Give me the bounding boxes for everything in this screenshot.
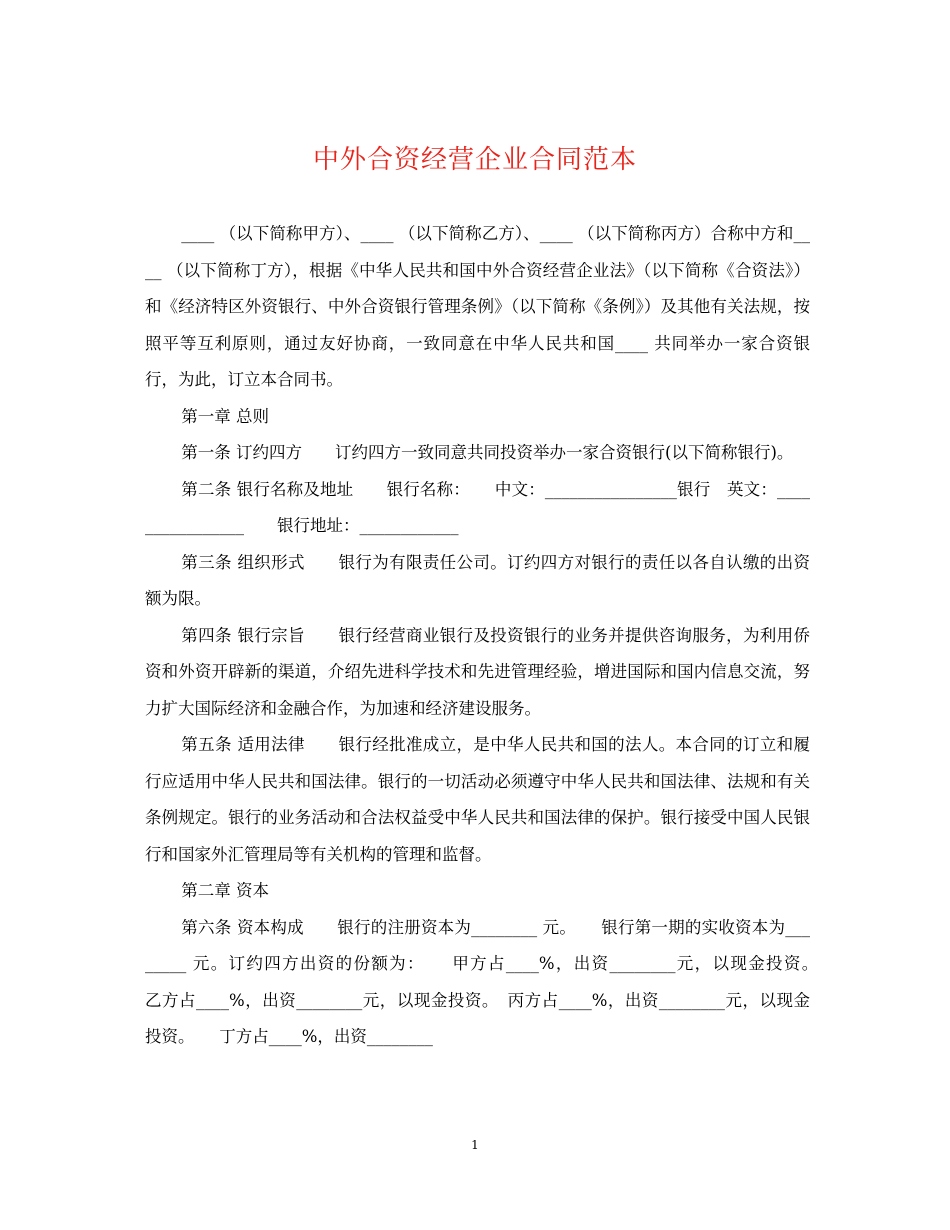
document-body — [145, 216, 843, 1056]
article-paragraph: 第一条 订约四方 订约四方一致同意共同投资举办一家合资银行(以下简称银行)。 — [181, 443, 794, 462]
article-paragraph: 第四条 银行宗旨 银行经营商业银行及投资银行的业务并提供咨询服务，为利用侨资和外资开辟新的渠道，介绍先进科学技术和先进管理经验，增进国际和国内信息交流，努力扩大国际经济和金融合作，为加速和经济建设服务。 — [145, 625, 810, 718]
article-paragraph: 第三条 组织形式 银行为有限责任公司。订约四方对银行的责任以各自认缴的出资额为限。 — [145, 552, 810, 608]
page-number: 1 — [471, 1138, 479, 1152]
preamble-paragraph: ____ （以下简称甲方）、____ （以下简称乙方）、____ （以下简称丙方）合称中方和____ （以下简称丁方），根据《中华人民共和国中外合资经营企业法》（以下简称《合资法》）和《经济特区外资银行、中外合资银行管理条例》（以下简称《条例》）及其他有关法规，按照平等互利原则，通过友好协商，一致同意在中华人民共和国____ 共同举办一家合资银行，为此，订立本合同书。 — [145, 224, 810, 389]
chapter-heading: 第二章 资本 — [181, 881, 270, 900]
article-paragraph: 第六条 资本构成 银行的注册资本为________ 元。 银行第一期的实收资本为________ 元。订约四方出资的份额为： 甲方占____%，出资________元，以现金投资。 乙方占____%，出资________元，以现金投资。 丙方占____%，出资________元，以现金投资。 丁方占____%，出资________ — [145, 917, 843, 1046]
chapter-heading: 第一章 总则 — [181, 406, 270, 426]
article-paragraph: 第二条 银行名称及地址 银行名称： 中文：________________银行 英文：________________ 银行地址：____________ — [145, 479, 810, 535]
document-title: 中外合资经营企业合同范本 — [312, 145, 637, 175]
article-paragraph: 第五条 适用法律 银行经批准成立，是中华人民共和国的法人。本合同的订立和履行应适用中华人民共和国法律。银行的一切活动必须遵守中华人民共和国法律、法规和有关条例规定。银行的业务活动和合法权益受中华人民共和国法律的保护。银行接受中国人民银行和国家外汇管理局等有关机构的管理和监督。 — [145, 735, 810, 864]
